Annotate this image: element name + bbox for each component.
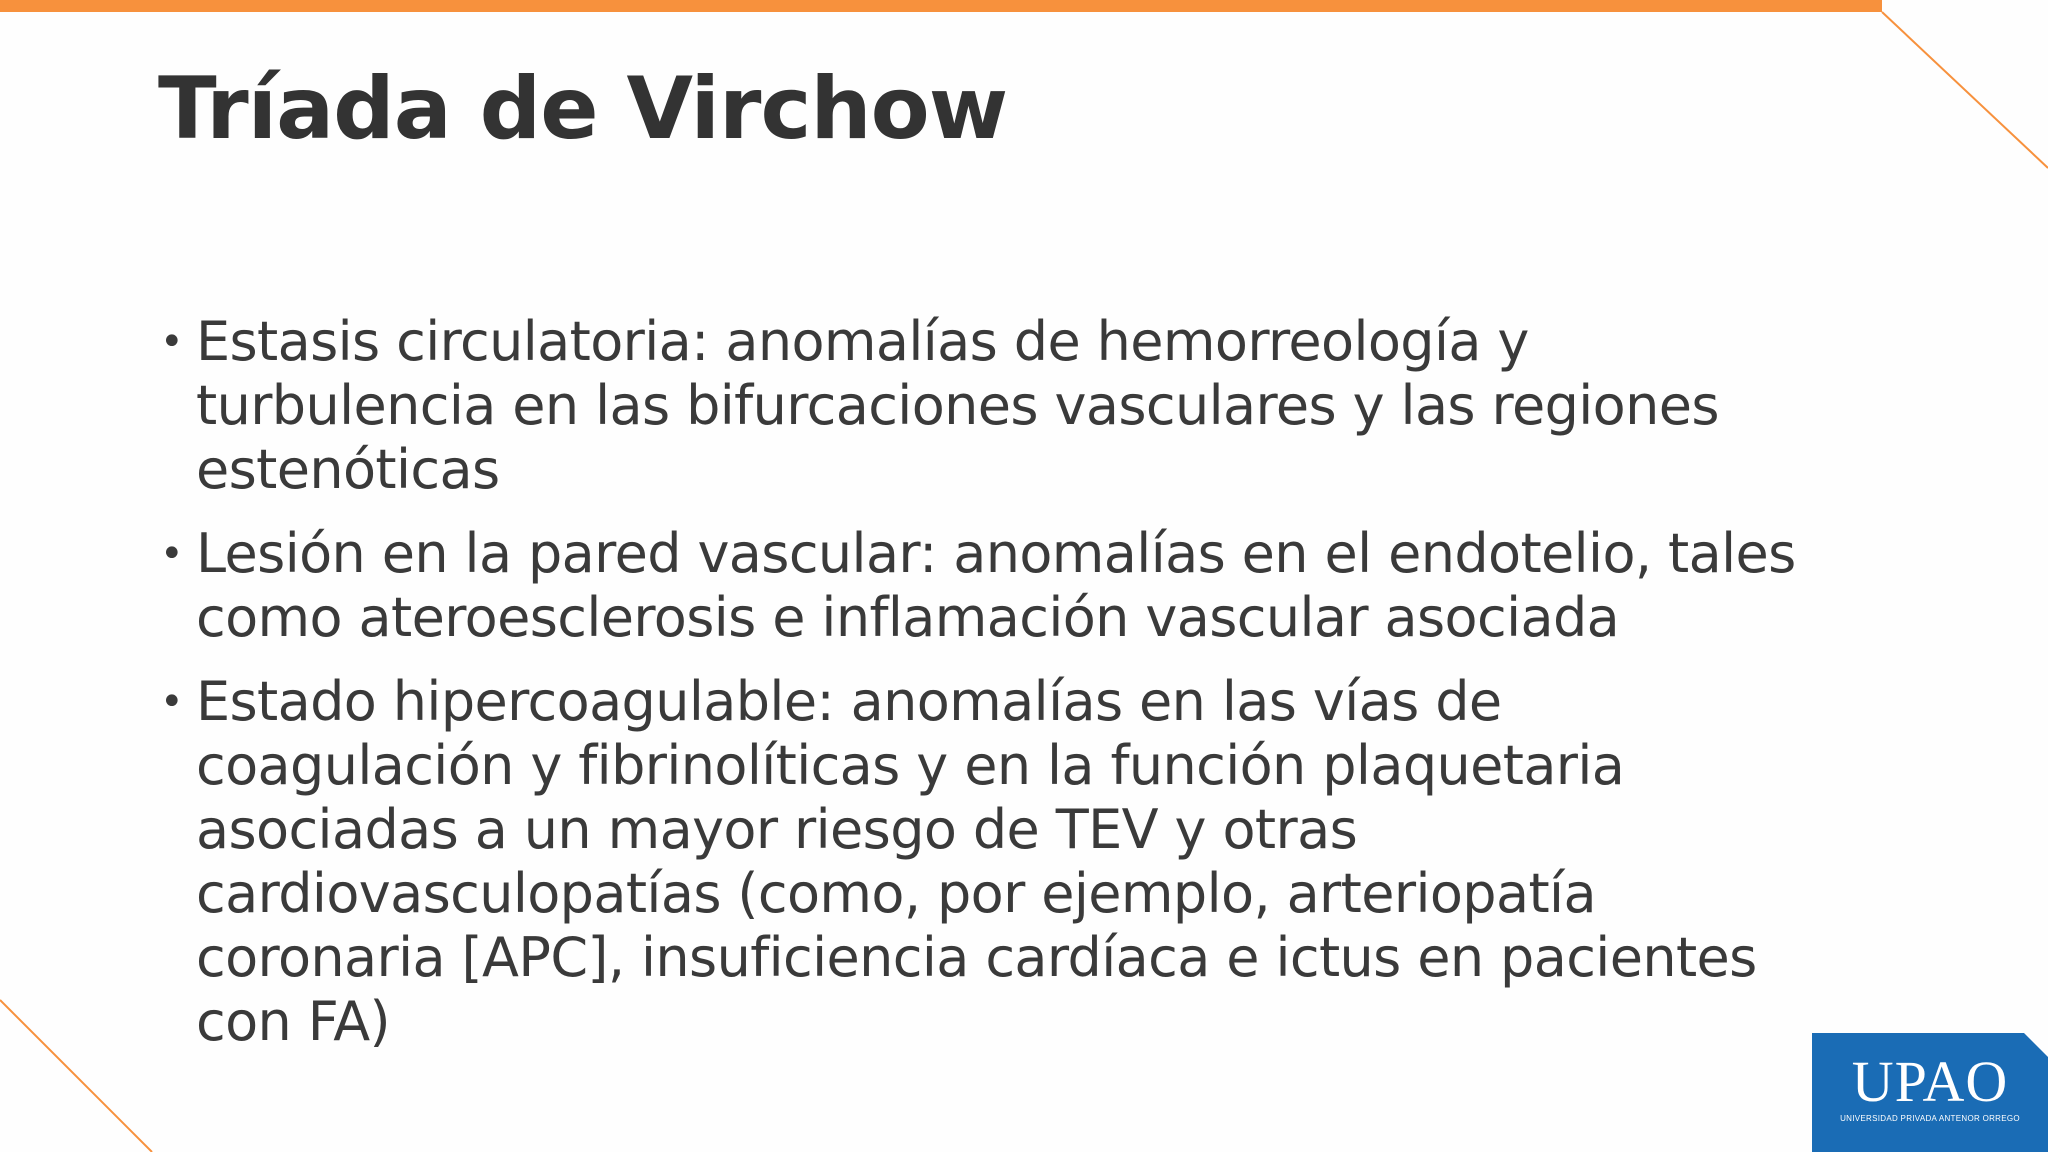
- bullet-item-estasis: [158, 310, 1898, 502]
- bullet-line: como ateroesclerosis e inflamación vascular asociada: [196, 586, 1620, 649]
- logo-subtitle: UNIVERSIDAD PRIVADA ANTENOR ORREGO: [1840, 1114, 2020, 1123]
- bullet-line: coronaria [APC], insuficiencia cardíaca e ictus en pacientes: [196, 926, 1757, 989]
- bullet-list: [158, 310, 1898, 1074]
- slide-title: Tríada de Virchow: [158, 59, 1008, 159]
- bullet-icon: •: [160, 531, 183, 577]
- bullet-line: Estasis circulatoria: anomalías de hemorreología y: [196, 310, 1529, 373]
- bullet-icon: •: [160, 679, 183, 725]
- bullet-line: turbulencia en las bifurcaciones vasculares y las regiones: [196, 374, 1719, 437]
- top-right-diagonal-line: [1882, 12, 2048, 168]
- bullet-item-lesion: [158, 522, 1898, 650]
- bullet-item-hipercoagulable: [158, 670, 1898, 1054]
- bottom-left-diagonal-line: [0, 1000, 152, 1152]
- bullet-line: coagulación y fibrinolíticas y en la función plaquetaria: [196, 734, 1625, 797]
- bullet-line: asociadas a un mayor riesgo de TEV y otras: [196, 798, 1358, 861]
- logo-wordmark: UPAO: [1851, 1049, 2009, 1114]
- bullet-icon: •: [160, 319, 183, 365]
- bullet-line: Estado hipercoagulable: anomalías en las vías de: [196, 670, 1502, 733]
- bullet-line: Lesión en la pared vascular: anomalías en el endotelio, tales: [196, 522, 1796, 585]
- bullet-line: cardiovasculopatías (como, por ejemplo, arteriopatía: [196, 862, 1596, 925]
- bullet-line: estenóticas: [196, 438, 500, 501]
- bullet-line: con FA): [196, 990, 391, 1053]
